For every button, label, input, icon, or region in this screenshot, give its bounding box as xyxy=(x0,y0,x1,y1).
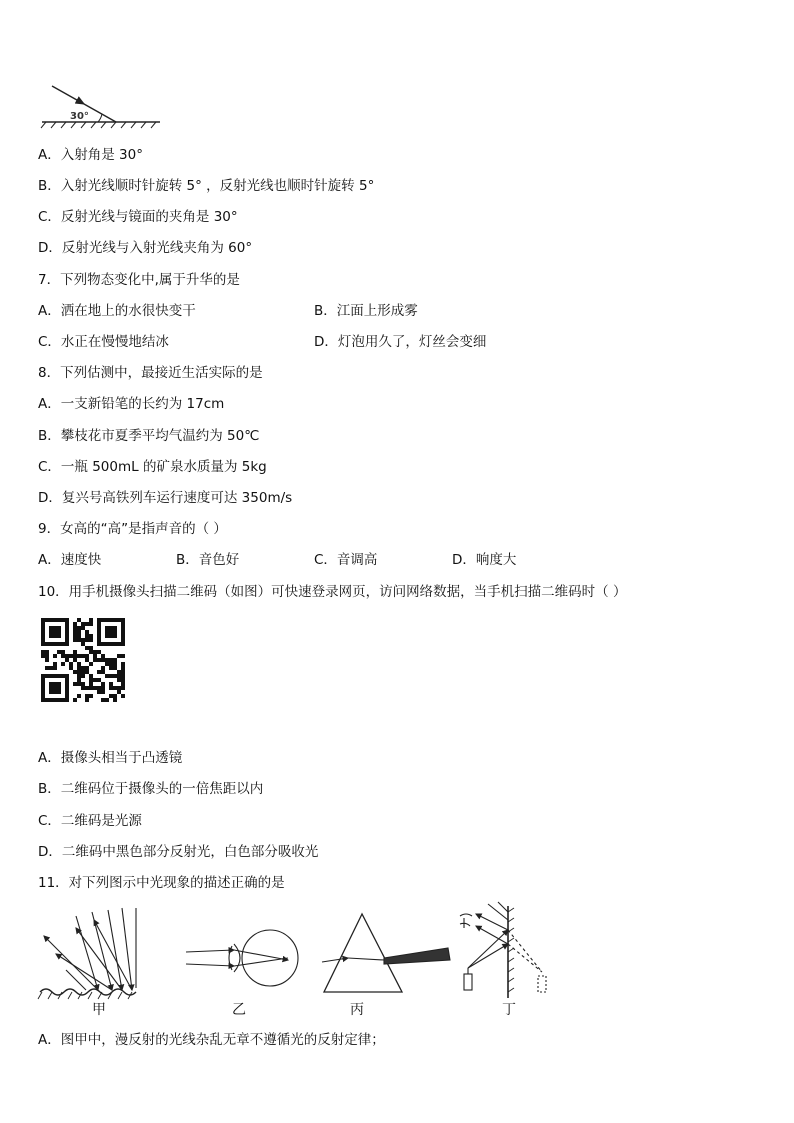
qr-module xyxy=(121,634,125,638)
qr-module xyxy=(53,690,57,694)
qr-module xyxy=(53,630,57,634)
q7-option-b: B．江面上形成雾 xyxy=(314,303,418,319)
qr-module xyxy=(49,618,53,622)
qr-module xyxy=(109,674,113,678)
qr-module xyxy=(45,654,49,658)
qr-module xyxy=(109,666,113,670)
qr-module xyxy=(117,642,121,646)
qr-module xyxy=(45,650,49,654)
figure-ding xyxy=(460,902,546,998)
qr-module xyxy=(89,694,93,698)
qr-module xyxy=(61,662,65,666)
qr-module xyxy=(41,694,45,698)
qr-module xyxy=(45,674,49,678)
qr-module xyxy=(109,630,113,634)
qr-module xyxy=(117,690,121,694)
qr-module xyxy=(77,618,81,622)
q8-option-a: A．一支新铅笔的长约为 17cm xyxy=(38,396,225,412)
qr-module xyxy=(45,658,49,662)
qr-module xyxy=(105,626,109,630)
qr-module xyxy=(77,666,81,670)
qr-module xyxy=(65,654,69,658)
qr-module xyxy=(73,630,77,634)
qr-module xyxy=(121,694,125,698)
qr-module xyxy=(109,642,113,646)
qr-module xyxy=(53,634,57,638)
qr-module xyxy=(109,662,113,666)
qr-module xyxy=(117,670,121,674)
qr-module xyxy=(121,686,125,690)
qr-module xyxy=(41,682,45,686)
qr-module xyxy=(77,634,81,638)
qr-module xyxy=(77,638,81,642)
qr-module xyxy=(97,634,101,638)
qr-module xyxy=(113,694,117,698)
qr-module xyxy=(113,658,117,662)
qr-module xyxy=(49,630,53,634)
qr-module xyxy=(89,678,93,682)
qr-module xyxy=(105,674,109,678)
qr-module xyxy=(41,638,45,642)
qr-module xyxy=(73,634,77,638)
qr-module xyxy=(105,630,109,634)
qr-module xyxy=(61,674,65,678)
qr-module xyxy=(81,642,85,646)
qr-module xyxy=(41,650,45,654)
qr-module xyxy=(113,630,117,634)
qr-module xyxy=(77,654,81,658)
qr-module xyxy=(109,682,113,686)
qr-module xyxy=(65,638,69,642)
qr-module xyxy=(89,638,93,642)
qr-module xyxy=(57,618,61,622)
qr-module xyxy=(117,678,121,682)
q10-option-a: A．摄像头相当于凸透镜 xyxy=(38,750,183,766)
qr-module xyxy=(97,670,101,674)
qr-module xyxy=(81,686,85,690)
qr-module xyxy=(65,622,69,626)
qr-module xyxy=(121,618,125,622)
qr-module xyxy=(97,630,101,634)
qr-module xyxy=(49,674,53,678)
qr-module xyxy=(85,646,89,650)
qr-module xyxy=(85,638,89,642)
qr-module xyxy=(97,618,101,622)
qr-module xyxy=(77,674,81,678)
qr-module xyxy=(97,690,101,694)
qr-module xyxy=(73,658,77,662)
qr-module xyxy=(49,682,53,686)
qr-module xyxy=(41,618,45,622)
qr-module xyxy=(97,678,101,682)
qr-module xyxy=(85,630,89,634)
qr-module xyxy=(45,642,49,646)
label-jia: 甲 xyxy=(92,1002,106,1018)
qr-module xyxy=(121,622,125,626)
q6-option-b: B．入射光线顺时针旋转 5° ，反射光线也顺时针旋转 5° xyxy=(38,178,375,194)
qr-module xyxy=(97,650,101,654)
incident-ray xyxy=(52,86,84,104)
qr-module xyxy=(65,694,69,698)
qr-module xyxy=(57,650,61,654)
qr-module xyxy=(93,658,97,662)
qr-module xyxy=(89,662,93,666)
qr-module xyxy=(77,694,81,698)
qr-module xyxy=(113,698,117,702)
q9-option-c: C．音调高 xyxy=(314,552,378,568)
qr-module xyxy=(89,650,93,654)
qr-module xyxy=(101,654,105,658)
qr-module xyxy=(65,630,69,634)
qr-module xyxy=(89,686,93,690)
qr-module xyxy=(57,686,61,690)
q9-stem: 9．女高的“高”是指声音的（ ） xyxy=(38,521,227,537)
qr-module xyxy=(101,658,105,662)
q8-option-c: C．一瓶 500mL 的矿泉水质量为 5kg xyxy=(38,459,267,475)
qr-module xyxy=(81,626,85,630)
qr-module xyxy=(93,650,97,654)
q9-option-d: D．响度大 xyxy=(452,552,517,568)
qr-module xyxy=(53,618,57,622)
qr-module xyxy=(101,686,105,690)
q9-option-b: B．音色好 xyxy=(176,552,240,568)
qr-module xyxy=(121,678,125,682)
qr-module xyxy=(41,642,45,646)
qr-module xyxy=(121,666,125,670)
qr-module xyxy=(101,666,105,670)
qr-module xyxy=(105,658,109,662)
qr-module xyxy=(41,654,45,658)
q8-option-d: D．复兴号高铁列车运行速度可达 350m/s xyxy=(38,490,293,506)
qr-module xyxy=(113,618,117,622)
qr-module xyxy=(89,618,93,622)
qr-module xyxy=(121,654,125,658)
qr-module xyxy=(113,674,117,678)
q9-option-a: A．速度快 xyxy=(38,552,102,568)
qr-module xyxy=(117,686,121,690)
qr-module xyxy=(65,658,69,662)
qr-module xyxy=(49,634,53,638)
qr-module xyxy=(77,662,81,666)
qr-module xyxy=(65,698,69,702)
q8-stem: 8．下列估测中，最接近生活实际的是 xyxy=(38,365,263,381)
qr-module xyxy=(73,638,77,642)
q10-option-b: B．二维码位于摄像头的一倍焦距以内 xyxy=(38,781,264,797)
label-ding: 丁 xyxy=(502,1002,516,1018)
q6-option-a: A．入射角是 30° xyxy=(38,147,143,163)
qr-module xyxy=(53,626,57,630)
qr-module xyxy=(41,634,45,638)
qr-module xyxy=(53,666,57,670)
qr-module xyxy=(61,654,65,658)
qr-module xyxy=(113,686,117,690)
qr-module xyxy=(109,618,113,622)
qr-module xyxy=(89,622,93,626)
qr-module xyxy=(41,626,45,630)
qr-module xyxy=(57,626,61,630)
qr-module xyxy=(121,642,125,646)
qr-module xyxy=(121,674,125,678)
qr-module xyxy=(53,642,57,646)
light-phenomena-figures xyxy=(36,900,556,1022)
qr-module xyxy=(73,670,77,674)
qr-module xyxy=(101,618,105,622)
qr-module xyxy=(89,634,93,638)
qr-module xyxy=(121,670,125,674)
qr-module xyxy=(69,654,73,658)
q6-option-c: C．反射光线与镜面的夹角是 30° xyxy=(38,209,238,225)
qr-module xyxy=(61,698,65,702)
qr-module xyxy=(41,690,45,694)
qr-module xyxy=(49,690,53,694)
qr-module xyxy=(121,638,125,642)
qr-module xyxy=(89,674,93,678)
qr-module xyxy=(73,682,77,686)
qr-module xyxy=(49,666,53,670)
qr-module xyxy=(121,662,125,666)
qr-module xyxy=(57,634,61,638)
qr-module xyxy=(77,670,81,674)
qr-module xyxy=(53,686,57,690)
qr-module xyxy=(85,634,89,638)
reflection-figure xyxy=(38,82,163,130)
qr-module xyxy=(77,630,81,634)
qr-module xyxy=(81,674,85,678)
qr-module xyxy=(41,674,45,678)
qr-module xyxy=(41,622,45,626)
qr-module xyxy=(101,682,105,686)
qr-module xyxy=(93,678,97,682)
qr-module xyxy=(101,642,105,646)
qr-module xyxy=(109,694,113,698)
angle-label: 30° xyxy=(70,111,89,122)
qr-module xyxy=(45,698,49,702)
qr-module xyxy=(117,618,121,622)
qr-module xyxy=(81,638,85,642)
qr-module xyxy=(57,630,61,634)
qr-module xyxy=(53,674,57,678)
qr-module xyxy=(57,674,61,678)
qr-module xyxy=(101,698,105,702)
qr-module xyxy=(97,686,101,690)
qr-module xyxy=(65,674,69,678)
q6-option-d: D．反射光线与入射光线夹角为 60° xyxy=(38,240,253,256)
q10-option-d: D．二维码中黑色部分反射光，白色部分吸收光 xyxy=(38,844,319,860)
q10-stem: 10．用手机摄像头扫描二维码（如图）可快速登录网页，访问网络数据，当手机扫描二维码时（ ） xyxy=(38,584,627,600)
qr-module xyxy=(85,658,89,662)
qr-module xyxy=(69,666,73,670)
q7-option-d: D．灯泡用久了，灯丝会变细 xyxy=(314,334,487,350)
q11-stem: 11．对下列图示中光现象的描述正确的是 xyxy=(38,875,285,891)
qr-module xyxy=(65,618,69,622)
qr-module xyxy=(113,662,117,666)
qr-module xyxy=(77,626,81,630)
qr-module xyxy=(109,626,113,630)
qr-module xyxy=(45,666,49,670)
qr-module xyxy=(81,682,85,686)
q7-option-c: C．水正在慢慢地结冰 xyxy=(38,334,169,350)
qr-module xyxy=(97,638,101,642)
qr-module xyxy=(65,642,69,646)
qr-module xyxy=(65,686,69,690)
qr-module xyxy=(105,634,109,638)
qr-module xyxy=(97,658,101,662)
qr-module xyxy=(57,698,61,702)
qr-module xyxy=(73,698,77,702)
qr-module xyxy=(101,690,105,694)
qr-module xyxy=(81,622,85,626)
qr-module xyxy=(81,666,85,670)
qr-module xyxy=(113,634,117,638)
qr-module xyxy=(65,678,69,682)
qr-module xyxy=(89,682,93,686)
qr-module xyxy=(73,622,77,626)
qr-module xyxy=(93,654,97,658)
qr-module xyxy=(117,674,121,678)
qr-module xyxy=(105,618,109,622)
qr-module xyxy=(73,654,77,658)
qr-module xyxy=(61,618,65,622)
qr-module xyxy=(45,618,49,622)
qr-module xyxy=(77,678,81,682)
qr-module xyxy=(41,686,45,690)
qr-module xyxy=(85,694,89,698)
qr-code-image xyxy=(40,618,126,702)
qr-module xyxy=(109,686,113,690)
q7-option-a: A．洒在地上的水很快变干 xyxy=(38,303,196,319)
qr-module xyxy=(53,662,57,666)
qr-module xyxy=(41,678,45,682)
qr-module xyxy=(49,698,53,702)
qr-module xyxy=(109,658,113,662)
qr-module xyxy=(73,626,77,630)
qr-module xyxy=(49,626,53,630)
qr-module xyxy=(121,682,125,686)
qr-module xyxy=(53,654,57,658)
qr-module xyxy=(85,670,89,674)
qr-module xyxy=(69,662,73,666)
figure-jia xyxy=(38,908,136,999)
q8-option-b: B．攀枝花市夏季平均气温约为 50℃ xyxy=(38,428,260,444)
figure-yi xyxy=(186,930,298,986)
qr-module xyxy=(85,622,89,626)
qr-module xyxy=(81,670,85,674)
qr-module xyxy=(121,626,125,630)
qr-module xyxy=(97,642,101,646)
figure-bing xyxy=(322,914,450,992)
qr-module xyxy=(93,686,97,690)
qr-module xyxy=(113,666,117,670)
qr-module xyxy=(65,682,69,686)
qr-module xyxy=(85,698,89,702)
qr-module xyxy=(65,690,69,694)
qr-module xyxy=(85,666,89,670)
qr-module xyxy=(121,630,125,634)
qr-module xyxy=(65,634,69,638)
qr-module xyxy=(65,626,69,630)
qr-module xyxy=(97,626,101,630)
qr-module xyxy=(57,642,61,646)
qr-module xyxy=(49,686,53,690)
qr-module xyxy=(77,682,81,686)
qr-module xyxy=(101,670,105,674)
qr-module xyxy=(57,690,61,694)
qr-module xyxy=(41,698,45,702)
qr-module xyxy=(85,654,89,658)
qr-module xyxy=(85,686,89,690)
qr-module xyxy=(73,650,77,654)
qr-module xyxy=(97,622,101,626)
qr-module xyxy=(89,646,93,650)
qr-module xyxy=(49,642,53,646)
qr-module xyxy=(113,642,117,646)
qr-module xyxy=(57,682,61,686)
q11-option-a: A．图甲中，漫反射的光线杂乱无章不遵循光的反射定律； xyxy=(38,1032,385,1048)
qr-module xyxy=(105,662,109,666)
qr-module xyxy=(61,642,65,646)
q10-option-c: C．二维码是光源 xyxy=(38,813,142,829)
qr-module xyxy=(53,698,57,702)
qr-module xyxy=(81,654,85,658)
qr-module xyxy=(113,626,117,630)
qr-module xyxy=(53,682,57,686)
label-yi: 乙 xyxy=(232,1002,246,1018)
qr-module xyxy=(105,698,109,702)
q7-stem: 7．下列物态变化中,属于升华的是 xyxy=(38,272,240,288)
qr-module xyxy=(61,650,65,654)
qr-module xyxy=(109,634,113,638)
qr-module xyxy=(105,642,109,646)
qr-module xyxy=(41,630,45,634)
label-bing: 丙 xyxy=(350,1002,364,1018)
qr-module xyxy=(117,654,121,658)
